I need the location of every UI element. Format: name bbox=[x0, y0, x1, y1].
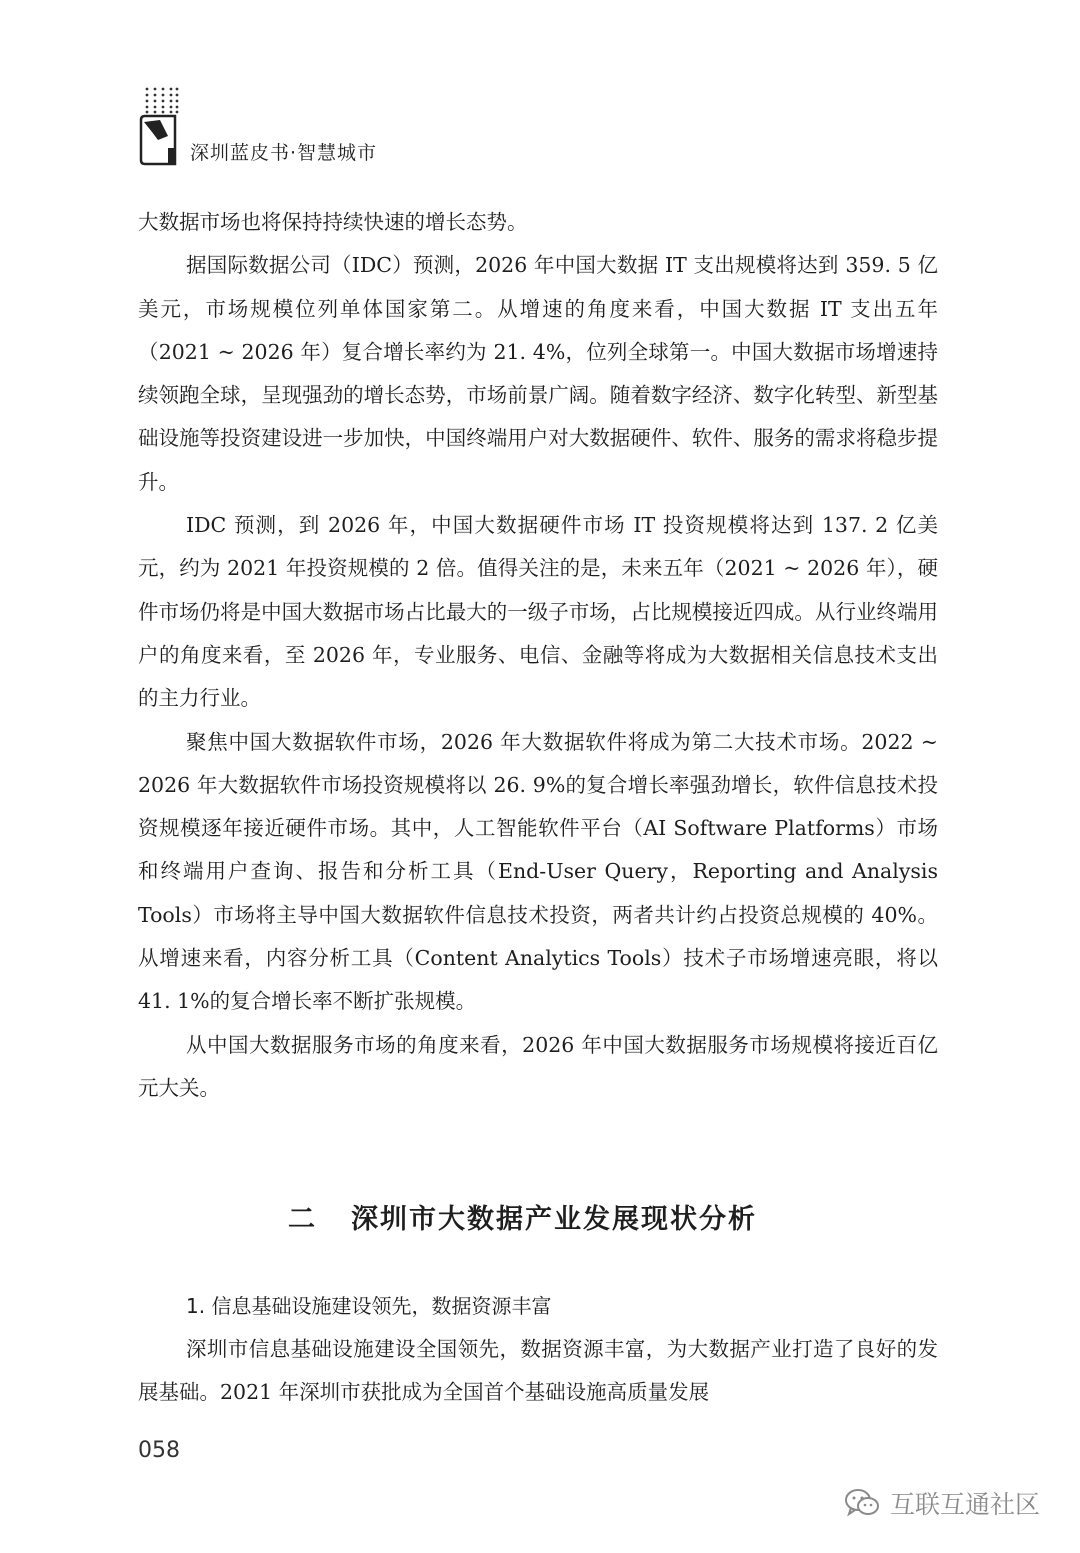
paragraph: 深圳市信息基础设施建设全国领先，数据资源丰富，为大数据产业打造了良好的发展基础。2021 年深圳市获批成为全国首个基础设施高质量发展 bbox=[138, 1337, 938, 1405]
paragraph: 大数据市场也将保持持续快速的增长态势。 bbox=[138, 210, 528, 234]
running-header-title: 深圳蓝皮书·智慧城市 bbox=[190, 142, 378, 164]
paragraph: 聚焦中国大数据软件市场，2026 年大数据软件将成为第二大技术市场。2022 ~ 2026 年大数据软件市场投资规模将以 26. 9%的复合增长率强劲增长，软件信息技术投资规模逐年接近硬件市场。其中，人工智能软件平台（AI Software Platforms）市场和终端用户查询、报告和分析工具（End-User Query，Reporting and Analysis Tools）市场将主导中国大数据软件信息技术投资，两者共计约占投资总规模的 40%。从增速来看，内容分析工具（Content Analytics Tools）技术子市场增速亮眼，将以 41. 1%的复合增长率不断扩张规模。 bbox=[138, 729, 938, 1014]
body-text bbox=[138, 201, 938, 1110]
page-header bbox=[138, 86, 458, 178]
section-heading bbox=[288, 1197, 757, 1236]
section-title: 深圳市大数据产业发展现状分析 bbox=[351, 1204, 757, 1235]
wechat-icon bbox=[844, 1488, 880, 1518]
dot-pattern-decoration bbox=[144, 86, 180, 114]
watermark-text: 互联互通社区 bbox=[889, 1490, 1040, 1519]
body-text-continued bbox=[138, 1328, 938, 1415]
watermark bbox=[844, 1483, 1040, 1523]
subheading: 1. 信息基础设施建设领先，数据资源丰富 bbox=[186, 1294, 552, 1318]
section-number: 二 bbox=[288, 1204, 317, 1235]
paragraph: 从中国大数据服务市场的角度来看，2026 年中国大数据服务市场规模将接近百亿元大关。 bbox=[138, 1032, 938, 1100]
paragraph: 据国际数据公司（IDC）预测，2026 年中国大数据 IT 支出规模将达到 359. 5 亿美元，市场规模位列单体国家第二。从增速的角度来看，中国大数据 IT 支出五年（2021 ~ 2026 年）复合增长率约为 21. 4%，位列全球第一。中国大数据市场增速持续领跑全球，呈现强劲的增长态势，市场前景广阔。随着数字经济、数字化转型、新型基础设施等投资建设进一步加快，中国终端用户对大数据硬件、软件、服务的需求将稳步提升。 bbox=[138, 253, 938, 494]
paragraph: IDC 预测，到 2026 年，中国大数据硬件市场 IT 投资规模将达到 137. 2 亿美元，约为 2021 年投资规模的 2 倍。值得关注的是，未来五年（2021 ~ 2026 年），硬件市场仍将是中国大数据市场占比最大的一级子市场，占比规模接近四成。从行业终端用户的角度来看，至 2026 年，专业服务、电信、金融等将成为大数据相关信息技术支出的主力行业。 bbox=[138, 513, 938, 711]
page-number: 058 bbox=[138, 1438, 180, 1463]
book-icon bbox=[138, 114, 180, 166]
